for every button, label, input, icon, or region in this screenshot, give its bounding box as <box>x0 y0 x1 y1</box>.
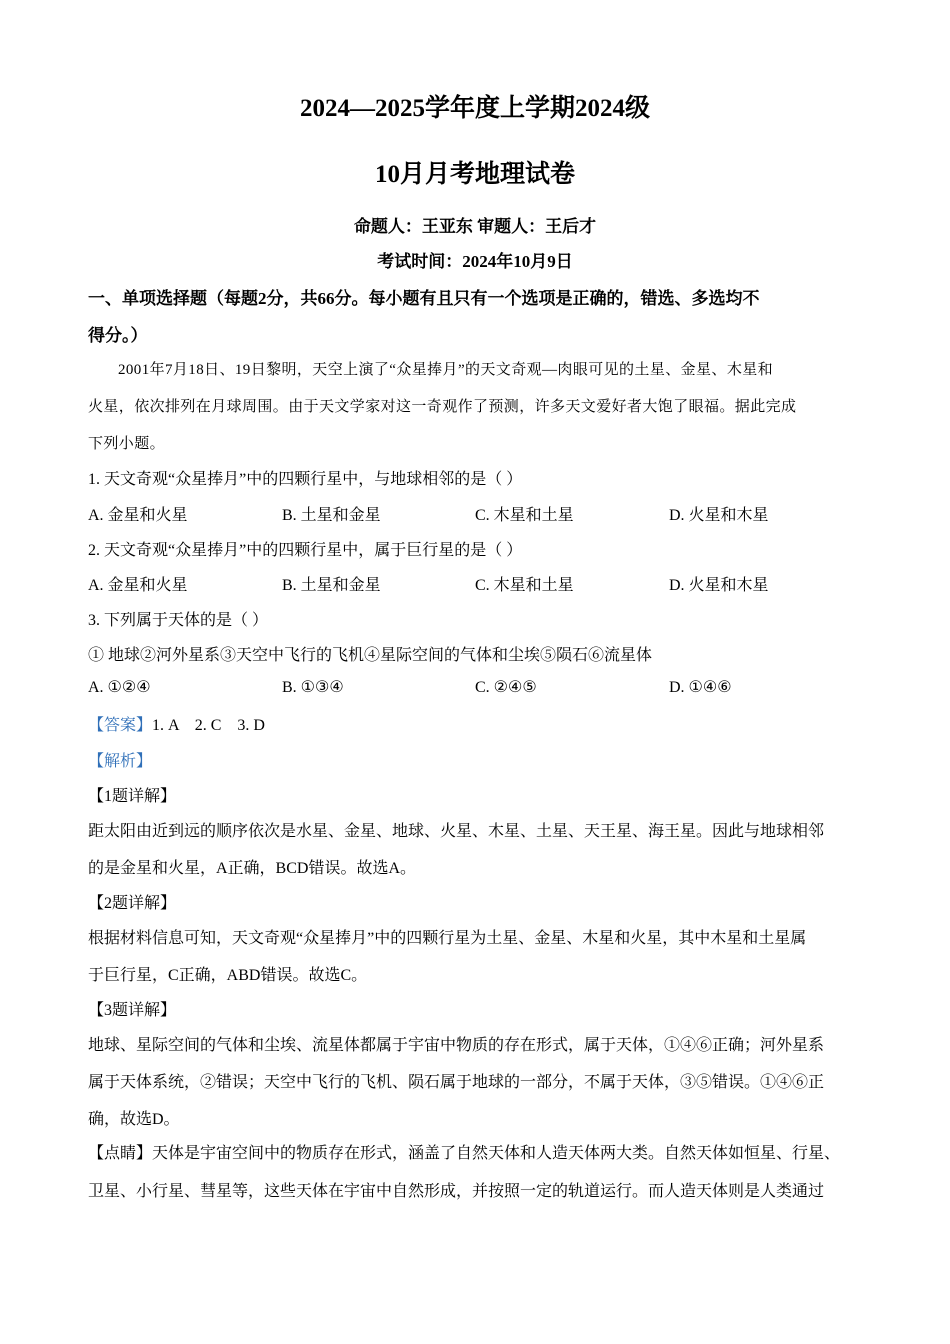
q1-detail-text: 距太阳由近到远的顺序依次是水星、金星、地球、火星、木星、土星、天王星、海王星。因此与地球相邻 <box>88 823 825 840</box>
question-1-option-d: D. 火星和木星 <box>669 507 769 524</box>
question-3-stem: 3. 下列属于天体的是（ ） <box>88 612 269 629</box>
exam-subtitle: 10月月考地理试卷 <box>374 161 575 188</box>
answer-line <box>88 712 265 735</box>
question-2-option-c: C. 木星和土星 <box>475 577 574 594</box>
q2-detail-text-cont: 于巨行星，C正确，ABD错误。故选C。 <box>88 967 368 984</box>
question-3-option-d: D. ①④⑥ <box>669 679 732 696</box>
analysis-label: 【解析】 <box>88 753 153 770</box>
answer-label: 【答案】 <box>88 717 153 734</box>
question-2-stem: 2. 天文奇观“众星捧月”中的四颗行星中，属于巨行星的是（ ） <box>88 542 523 559</box>
q3-detail-text: 地球、星际空间的气体和尘埃、流星体都属于宇宙中物质的存在形式，属于天体，①④⑥正确；河外星系 <box>88 1037 825 1054</box>
exam-time: 考试时间：2024年10月9日 <box>377 252 573 271</box>
question-3-option-c: C. ②④⑤ <box>475 679 537 696</box>
q3-detail-text-cont: 属于天体系统，②错误；天空中飞行的飞机、陨石属于地球的一部分，不属于天体，③⑤错误。①④⑥正 <box>88 1074 825 1091</box>
q3-detail-title: 【3题详解】 <box>88 1002 177 1019</box>
question-3-option-a: A. ①②④ <box>88 679 151 696</box>
question-1-option-c: C. 木星和土星 <box>475 507 574 524</box>
q3-detail-text-end: 确，故选D。 <box>88 1111 180 1128</box>
question-3-option-b: B. ①③④ <box>282 679 344 696</box>
material-paragraph-line: 下列小题。 <box>88 436 166 452</box>
section-heading-cont: 得分。） <box>88 326 148 345</box>
tip-text: 【点睛】天体是宇宙空间中的物质存在形式，涵盖了自然天体和人造天体两大类。自然天体如恒星、行星、 <box>88 1145 841 1162</box>
q2-detail-title: 【2题详解】 <box>88 895 177 912</box>
question-2-option-d: D. 火星和木星 <box>669 577 769 594</box>
question-2-option-a: A. 金星和火星 <box>88 577 188 594</box>
q1-detail-title: 【1题详解】 <box>88 788 177 805</box>
material-paragraph: 2001年7月18日、19日黎明，天空上演了“众星捧月”的天文奇观—肉眼可见的土星、金星、木星和 <box>118 362 774 378</box>
question-1-option-a: A. 金星和火星 <box>88 507 188 524</box>
tip-text-cont: 卫星、小行星、彗星等，这些天体在宇宙中自然形成，并按照一定的轨道运行。而人造天体则是人类通过 <box>88 1183 825 1200</box>
q2-detail-text: 根据材料信息可知，天文奇观“众星捧月”中的四颗行星为土星、金星、木星和火星，其中木星和土星属 <box>88 930 807 947</box>
question-1-stem: 1. 天文奇观“众星捧月”中的四颗行星中，与地球相邻的是（ ） <box>88 471 523 488</box>
section-heading: 一、单项选择题（每题2分，共66分。每小题有且只有一个选项是正确的，错选、多选均不 <box>88 289 760 308</box>
question-3-items: ① 地球②河外星系③天空中飞行的飞机④星际空间的气体和尘埃⑤陨石⑥流星体 <box>88 647 653 664</box>
exam-title: 2024—2025学年度上学期2024级 <box>299 95 650 122</box>
question-1-option-b: B. 土星和金星 <box>282 507 381 524</box>
question-2-option-b: B. 土星和金星 <box>282 577 381 594</box>
authors-line: 命题人：王亚东 审题人：王后才 <box>353 217 597 236</box>
material-paragraph-line: 火星，依次排列在月球周围。由于天文学家对这一奇观作了预测，许多天文爱好者大饱了眼福。据此完成 <box>88 399 797 415</box>
q1-detail-text-cont: 的是金星和火星，A正确，BCD错误。故选A。 <box>88 860 417 877</box>
answer-text: 1. A 2. C 3. D <box>152 717 265 734</box>
